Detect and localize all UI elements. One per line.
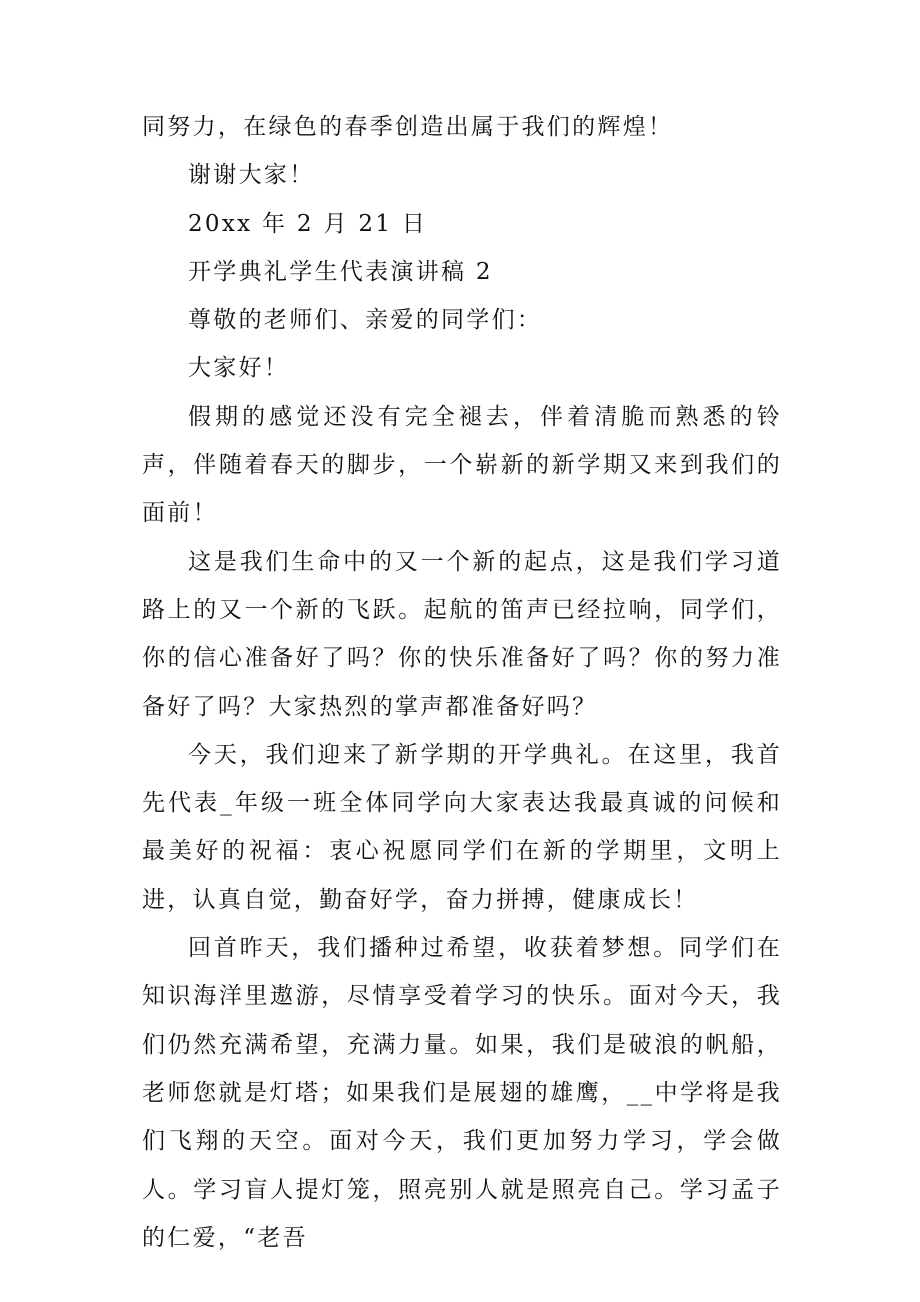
paragraph-thanks: 谢谢大家！: [188, 162, 315, 189]
paragraph-salutation: 尊敬的老师们、亲爱的同学们：: [188, 307, 543, 334]
document-body: [142, 103, 782, 1262]
paragraph-greeting: 大家好！: [188, 355, 290, 382]
paragraph-body: 回首昨天，我们播种过希望，收获着梦想。同学们在知识海洋里遨游，尽情享受着学习的快乐。面对今天，我们仍然充满希望，充满力量。如果，我们是破浪的帆船，老师您就是灯塔；如果我们是展翅的雄鹰，__中学将是我们飞翔的天空。面对今天，我们更加努力学习，学会做人。学习盲人提灯笼，照亮别人就是照亮自己。学习孟子的仁爱，“老吾: [142, 935, 782, 1251]
paragraph-body: 今天，我们迎来了新学期的开学典礼。在这里，我首先代表_年级一班全体同学向大家表达我最真诚的问候和最美好的祝福：衷心祝愿同学们在新的学期里，文明上进，认真自觉，勤奋好学，奋力拼搏，健康成长！: [142, 741, 782, 913]
paragraph-body: 假期的感觉还没有完全褪去，伴着清脆而熟悉的铃声，伴随着春天的脚步，一个崭新的新学期又来到我们的面前！: [142, 403, 782, 527]
paragraph-date: 20xx 年 2 月 21 日: [188, 210, 428, 237]
paragraph-continuation: 同努力，在绿色的春季创造出属于我们的辉煌！: [142, 114, 674, 140]
speech-title: 开学典礼学生代表演讲稿 2: [188, 258, 493, 285]
paragraph-body: 这是我们生命中的又一个新的起点，这是我们学习道路上的又一个新的飞跃。起航的笛声已经拉响，同学们，你的信心准备好了吗？你的快乐准备好了吗？你的努力准备好了吗？大家热烈的掌声都准备好吗？: [142, 548, 782, 720]
